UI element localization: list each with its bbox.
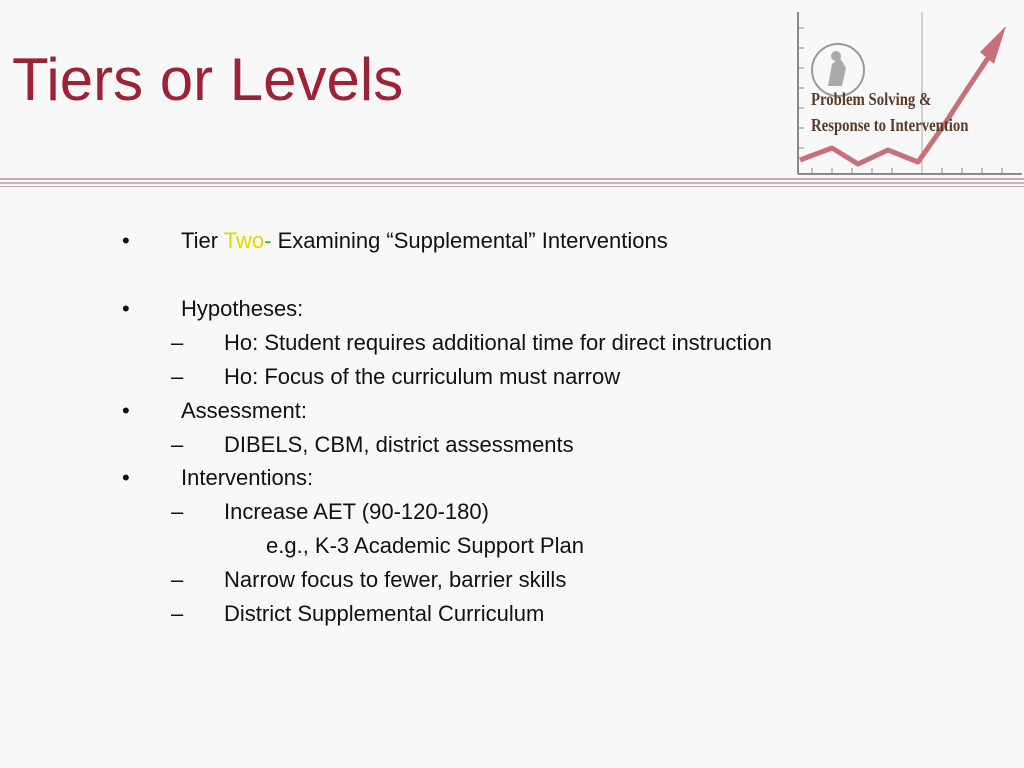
tier-two-highlight: Two — [223, 228, 265, 253]
bullet-marker: • — [122, 465, 130, 490]
sub-bullet-marker: – — [171, 567, 184, 592]
bullet-assessment: Assessment: — [181, 398, 307, 423]
sub-bullet-marker: – — [171, 499, 184, 524]
sub-bullet-marker: – — [171, 330, 184, 355]
bullet-marker: • — [122, 296, 130, 321]
sub-bullet-text: Ho: Student requires additional time for direct instruction — [224, 330, 772, 355]
tier-description: Examining “Supplemental” Interventions — [271, 228, 668, 253]
logo-title-line1: Problem Solving & — [811, 89, 932, 109]
sub-bullet-text: Ho: Focus of the curriculum must narrow — [224, 364, 621, 389]
sub-bullet-text: Increase AET (90-120-180) — [224, 499, 489, 524]
bullet-tier-two — [181, 230, 668, 252]
slide-title: Tiers or Levels — [12, 46, 404, 113]
sub-bullet-example: e.g., K-3 Academic Support Plan — [266, 533, 584, 558]
sub-bullet-text: DIBELS, CBM, district assessments — [224, 432, 574, 457]
logo-title-line2: Response to Intervention — [811, 115, 969, 135]
sub-bullet-marker: – — [171, 432, 184, 457]
bullet-interventions: Interventions: — [181, 465, 314, 490]
bullet-marker: • — [122, 228, 130, 253]
bullet-marker: • — [122, 398, 130, 423]
sub-bullet-text: District Supplemental Curriculum — [224, 601, 545, 626]
bullet-hypotheses: Hypotheses: — [181, 296, 304, 321]
tier-label: Tier — [181, 228, 224, 253]
sub-bullet-text: Narrow focus to fewer, barrier skills — [224, 567, 567, 592]
sub-bullet-marker: – — [171, 601, 184, 626]
sub-bullet-marker: – — [171, 364, 184, 389]
tier-dash-highlight: - — [264, 228, 272, 253]
